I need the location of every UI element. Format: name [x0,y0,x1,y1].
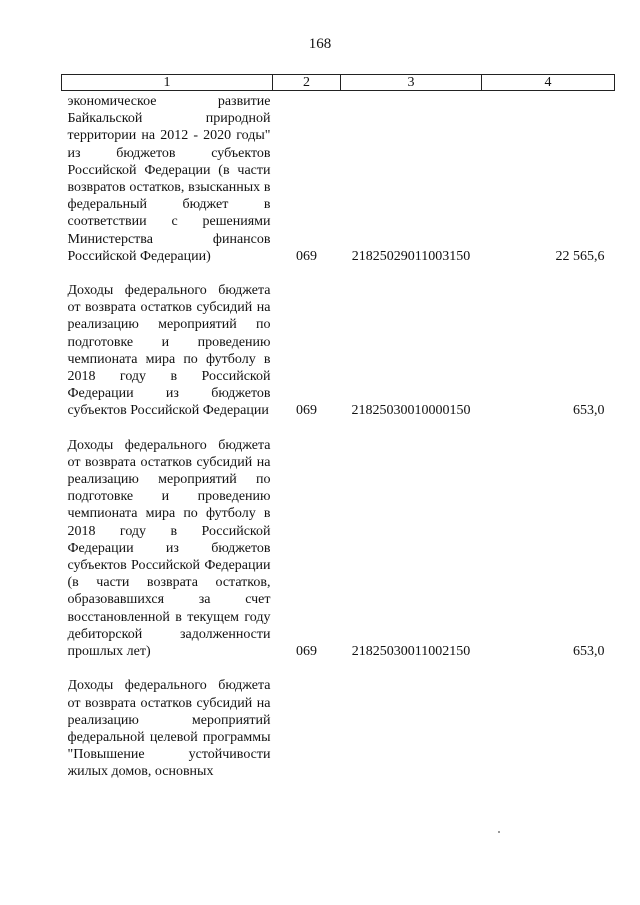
row-description-continued [62,675,273,780]
row-amount: 653,0 [573,644,605,660]
column-header-2: 2 [273,75,341,91]
page-number: 168 [308,36,332,52]
row-spacer [62,265,615,280]
row-kbk-code: 21825030010000150 [351,403,471,419]
row-kbk-code [341,675,482,780]
row-kbk-code: 21825029011003150 [351,248,471,264]
row-description: экономическое развитие Байкальской природной территории на 2012 - 2020 годы" из бюджетов субъектов Российской Федерации (в части возвратов остатков, взысканных в федеральный бюджет в соответствии с решениями Министерства финансов Российской Федерации) [67,94,271,264]
table-row [62,675,615,780]
table-row [62,280,615,420]
row-spacer [62,420,615,435]
row-admin-code: 069 [296,644,317,660]
column-header-3: 3 [341,75,482,91]
row-description: Доходы федерального бюджета от возврата остатков субсидий на реализацию мероприятий по подготовке и проведению чемпионата мира по футболу в 2018 году в Российской Федерации из бюджетов субъектов Российской Федерации [67,283,271,419]
column-header-1: 1 [62,75,273,91]
table-row [62,91,615,266]
row-admin-code: 069 [296,248,317,264]
row-admin-code [273,675,341,780]
row-spacer [62,660,615,675]
revenue-table [61,74,615,781]
table-header-row [62,75,615,91]
scan-speck [498,831,500,833]
row-amount: 22 565,6 [555,248,605,264]
row-amount: 653,0 [573,403,605,419]
column-header-4: 4 [482,75,615,91]
row-description-text: Доходы федерального бюджета от возврата остатков субсидий на реализацию мероприятий федеральной целевой программы "Повышение устойчивости жилых домов, основных [67,678,271,780]
row-admin-code: 069 [296,403,317,419]
row-amount [482,675,615,780]
table-row [62,435,615,661]
row-kbk-code: 21825030011002150 [351,644,471,660]
row-description: Доходы федерального бюджета от возврата остатков субсидий на реализацию мероприятий по подготовке и проведению чемпионата мира по футболу в 2018 году в Российской Федерации из бюджетов субъектов Российской Федерации (в части возврата остатков, образовавшихся за счет восстановленной в текущем году дебиторской задолженности прошлых лет) [67,437,271,660]
